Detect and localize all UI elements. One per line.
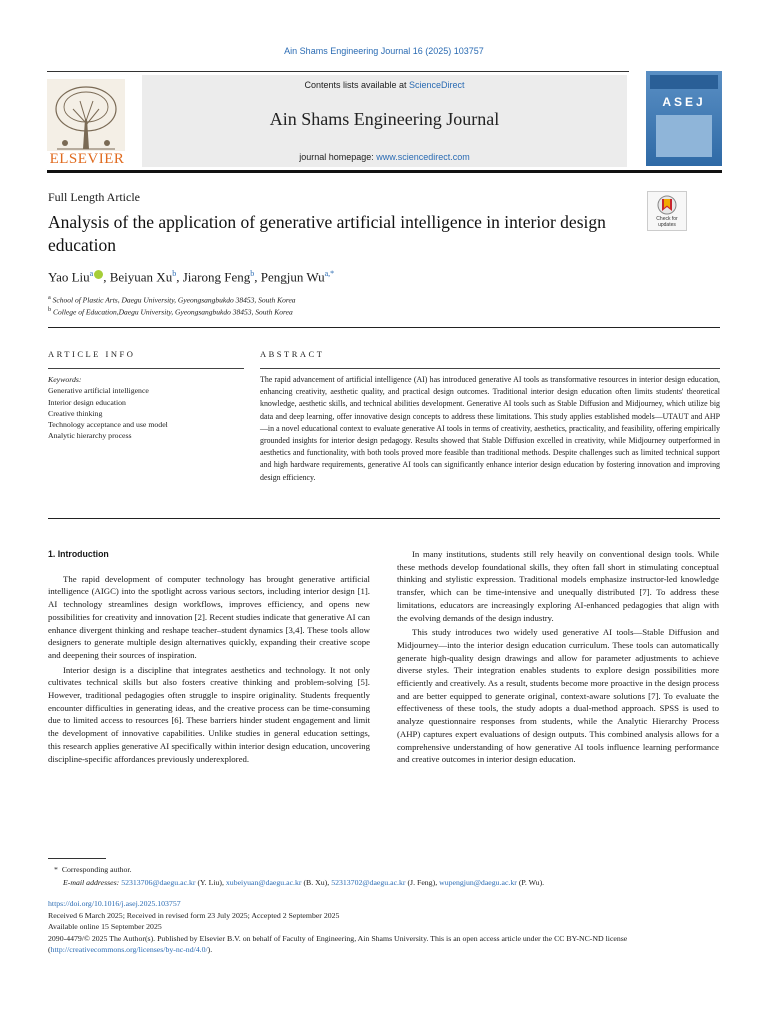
received-dates: Received 6 March 2025; Received in revised form 23 July 2025; Accepted 2 September 2025	[48, 910, 340, 920]
cover-abbrev: ASEJ	[662, 95, 706, 109]
abstract-rule	[260, 368, 720, 369]
keyword: Technology acceptance and use model	[48, 420, 168, 430]
email-link[interactable]: wupengjun@daegu.ac.kr	[439, 878, 517, 887]
body-paragraph: In many institutions, students still rely heavily on conventional design tools. While these methods develop foundational skills, they often fall short in stimulating conceptual thinking and stylistic expression. Traditional models emphasize instructor-led knowledge transfer, which can be time-intensive and unequally distributed [7]. To address these limitations, educators are increasingly exploring AI-enhanced pedagogies that align with the evolving demands of the design industry.	[397, 549, 719, 623]
email-label: E-mail addresses:	[63, 878, 120, 887]
contents-line	[142, 80, 627, 90]
copyright-end: ).	[207, 945, 213, 954]
svg-text:Check for: Check for	[656, 216, 678, 222]
author-affil-mark: b	[172, 269, 177, 278]
keyword: Generative artificial intelligence	[48, 386, 149, 396]
cover-header	[650, 75, 718, 89]
affil-text: School of Plastic Arts, Daegu University, Gyeongsangbukdo 38453, South Korea	[52, 295, 296, 305]
body-paragraph: Interior design is a discipline that integrates aesthetics and technology. It not only cultivates technical skills but also fosters creative thinking and problem-solving [5]. However, traditional pedagogies often struggle to inspire originality. Students frequently encounter difficulties in generating ideas, and the creative process can be time-consuming due to limited access to resources [6]. These barriers hinder student engagement and limit the development of innovative capabilities. Unlike studies in general education settings, this research applies generative AI specifically within interior design education, uncovering discipline-specific affordances previously underexplored.	[48, 664, 370, 764]
email-owner: (B. Xu)	[303, 878, 328, 887]
homepage-link[interactable]: www.sciencedirect.com	[376, 152, 470, 162]
abstract-heading: ABSTRACT	[260, 349, 325, 359]
corresponding-mark: *	[54, 865, 58, 874]
article-title: Analysis of the application of generative artificial intelligence in interior design education	[48, 212, 606, 255]
footnote-rule	[48, 858, 106, 859]
email-link[interactable]: xubeiyuan@daegu.ac.kr	[225, 878, 302, 887]
author-affil-mark: a,*	[324, 269, 335, 278]
masthead-center	[142, 75, 627, 167]
abstract-bottom-rule	[48, 518, 720, 519]
section-heading: 1. Introduction	[48, 549, 109, 559]
body-right-column	[397, 548, 719, 766]
keyword: Analytic hierarchy process	[48, 431, 132, 441]
svg-text:updates: updates	[658, 222, 676, 228]
affiliation	[48, 294, 296, 305]
email-addresses: E-mail addresses: 52313706@daegu.ac.kr (Y. Liu), xubeiyuan@daegu.ac.kr (B. Xu), 52313702@daegu.ac.kr (J. Feng), wupengjun@daegu.ac.kr (P. Wu).	[63, 878, 545, 887]
copyright-text: 2090-4479/© 2025 The Author(s). Published by Elsevier B.V. on behalf of Faculty of Engineering, Ain Shams University. This is an open access article under the CC BY-NC-ND license (	[48, 933, 628, 954]
email-owner: (P. Wu).	[518, 878, 545, 887]
corresponding-author-note	[54, 864, 132, 876]
journal-title: Ain Shams Engineering Journal	[269, 109, 500, 129]
masthead	[47, 71, 722, 173]
keywords-block	[48, 374, 244, 442]
author-name[interactable]: Yao Liu	[48, 269, 90, 285]
keywords-rule	[48, 368, 244, 369]
copyright-notice	[48, 933, 720, 956]
masthead-top-rule	[47, 71, 629, 72]
body-paragraph: The rapid development of computer technology has brought generative artificial intelligence (AIGC) into the spotlight across various sectors, including interior design [1]. AI technology streamlines design workflows, improves efficiency, and opens new possibilities for creativity and innovation [2]. Recent studies indicate that generative AI can enhance divergent thinking and reshape teacher–student dynamics [3,4]. These tools allow designers to generate multiple design alternatives quickly, expanding their creative scope and deepening their sources of inspiration.	[48, 573, 370, 660]
available-online: Available online 15 September 2025	[48, 922, 162, 931]
author-list: Yao Liu$^a$ , Beiyuan Xu$^b$, Jiarong Feng$^b$, Pengjun $Wu^{a,*}$	[48, 269, 335, 285]
abstract-text: The rapid advancement of artificial intelligence (AI) has introduced generative AI tools as transformative resources in interior design education, enhancing creativity, aesthetic quality, and practical design outcomes. Traditional interior design education often limits students' theoretical knowledge, aesthetic skills, and technical abilities development. Generative AI tools such as Stable Diffusion and Midjourney, which utilize big data and deep learning, offer innovative design concepts to address these limitations. This study applies established models—UTAUT and AHP—in a novel educational context to evaluate generative AI tools in terms of creativity, aesthetics, practicality, and feasibility, offering empirically grounded insights for interior design pedagogy. Results showed that Stable Diffusion excelled in creativity, while Midjourney outperformed in aesthetics and functionality, with both tools proved more feasible than traditional methods. Despite challenges such as limited technical support and high hardware requirements, generative AI tools can significantly enhance interior design education by fostering innovation and improving design efficiency.	[260, 375, 720, 482]
affiliation	[48, 306, 293, 317]
section-divider	[48, 327, 720, 328]
masthead-bottom-rule	[47, 170, 722, 173]
email-owner: (Y. Liu)	[197, 878, 222, 887]
affil-mark: a	[48, 294, 51, 301]
affil-mark: b	[48, 306, 52, 313]
body-paragraph: This study introduces two widely used generative AI tools—Stable Diffusion and Midjourney—into the interior design education curriculum. These tools can automatically generate high-quality design drawings and allow for parameter adjustments to achieve diverse styles. Their integration enables students to explore design possibilities more efficiently and creatively. As a result, students become more proactive in the design process and are better equipped to generate original, context-aware solutions [7]. To evaluate the effectiveness of these tools, the study adopts a dual-method approach. SPSS is used to analyze questionnaire responses from students, while the Analytic Hierarchy Process (AHP) captures expert evaluations of design outputs. This combined analysis allows for a comprehensive understanding of how generative AI tools influence learning performance and creative outcomes in interior design education.	[397, 627, 719, 765]
orcid-icon[interactable]	[94, 270, 103, 279]
author-name[interactable]: Pengjun Wu	[260, 269, 325, 285]
email-link[interactable]: 52313702@daegu.ac.kr	[331, 878, 406, 887]
corresponding-text: Corresponding author.	[61, 865, 132, 874]
cover-image	[656, 115, 712, 157]
body-left-column	[48, 548, 370, 765]
homepage-line	[142, 152, 627, 162]
journal-citation[interactable]: Ain Shams Engineering Journal 16 (2025) 103757	[284, 46, 484, 56]
license-link[interactable]: http://creativecommons.org/licenses/by-nc-nd/4.0/	[50, 945, 208, 954]
email-owner: (J. Feng)	[407, 878, 436, 887]
keywords-label: Keywords:	[48, 375, 82, 384]
check-for-updates-icon[interactable]	[647, 191, 687, 231]
author-affil-mark: b	[250, 269, 255, 278]
author-affil-mark: a	[89, 269, 94, 278]
journal-cover[interactable]	[646, 71, 722, 166]
article-info-heading: ARTICLE INFO	[48, 349, 136, 359]
publisher-logo-text: ELSEVIER	[49, 151, 125, 167]
author-name[interactable]: Beiyuan Xu	[109, 269, 173, 285]
affil-text: College of Education,Daegu University, Gyeongsangbukdo 38453, South Korea	[53, 307, 293, 317]
article-type: Full Length Article	[48, 190, 140, 204]
keyword: Interior design education	[48, 397, 126, 407]
email-link[interactable]: 52313706@daegu.ac.kr	[121, 878, 196, 887]
homepage-prefix: journal homepage:	[299, 152, 377, 162]
article-footer	[48, 898, 720, 956]
doi-link[interactable]: https://doi.org/10.1016/j.asej.2025.103757	[48, 899, 181, 908]
keyword: Creative thinking	[48, 408, 103, 418]
sciencedirect-link[interactable]: ScienceDirect	[409, 80, 465, 90]
author-name[interactable]: Jiarong Feng	[182, 269, 251, 285]
contents-prefix: Contents lists available at	[304, 80, 410, 90]
